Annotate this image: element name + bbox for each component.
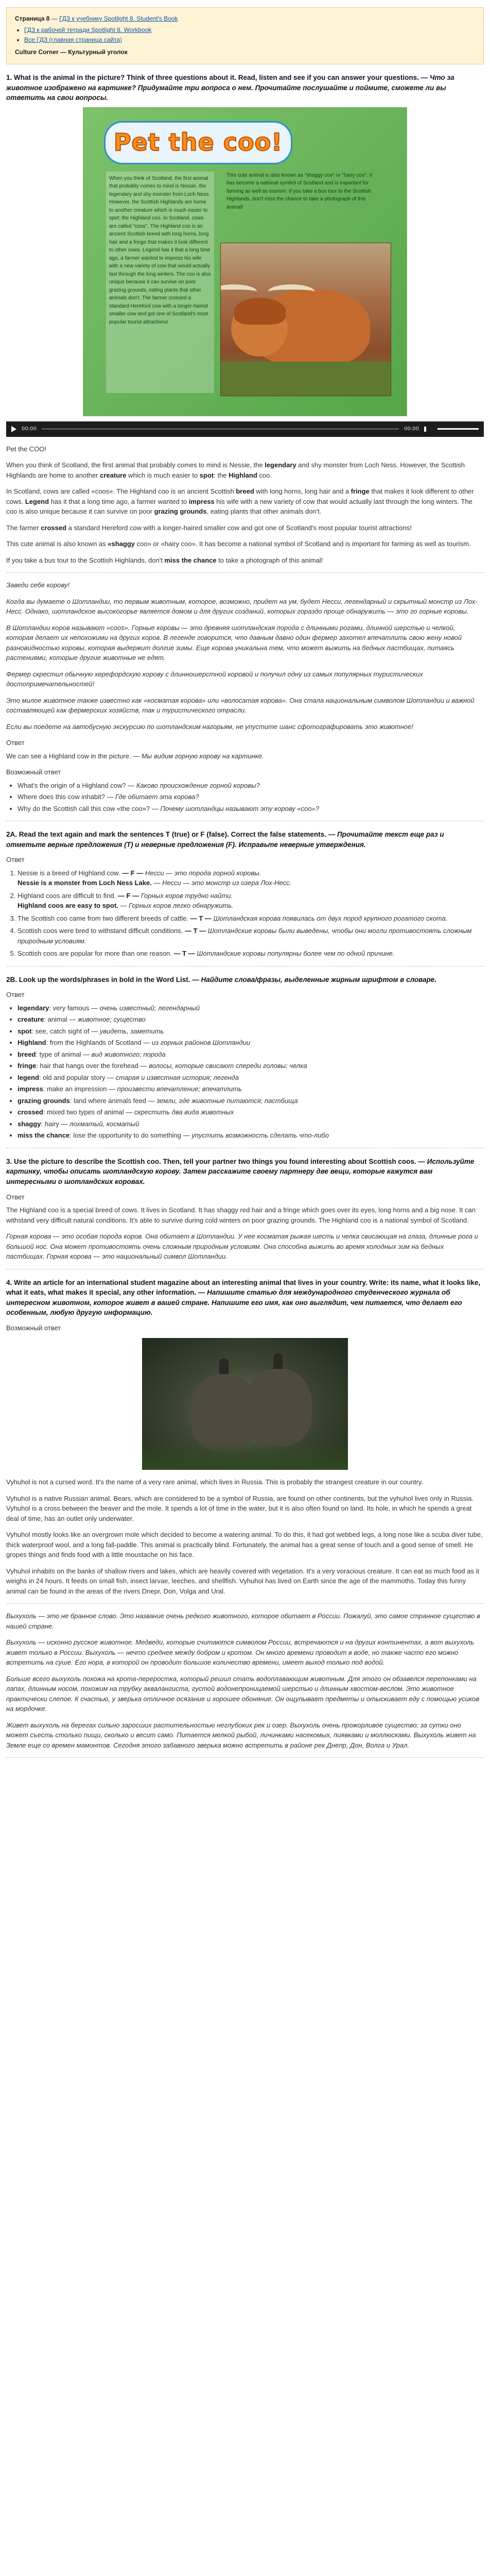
text-en-p1: When you think of Scotland, the first animal that probably comes to mind is Nessie, the legendary and shy monster from Loch Ness. However, the Scottish Highlands are home to another creature which is much easier to spot: the Highland coo. xyxy=(6,461,465,479)
nav-link-item xyxy=(24,25,475,35)
text-en-p2: In Scotland, cows are called «coos». The Highland coo is an ancient Scottish breed with long horns, long hair and a fringe that makes it look different to other cows. Legend has it that a long time ago, a farmer wanted to impress his wife with a new variety of cow that would actually last through the long winters. The coo is also unique because it can survive on poor grazing grounds, eating plants that other animals don't. xyxy=(6,487,474,516)
kw-creature: creature xyxy=(100,471,127,479)
cow-horn-left xyxy=(220,284,257,299)
list-item: • crossed: mixed two types of animal — скрестить два вида животных xyxy=(18,1107,484,1117)
grass xyxy=(221,362,391,396)
list-item: • grazing grounds: land where animals feed — земли, где животные питаются; пастбища xyxy=(18,1096,484,1106)
vyhuhol-body xyxy=(245,1369,312,1446)
task4-heading: 4. Write an article for an international student magazine about an interesting animal that lives in your country. Write: its name, what it looks like, what it eats, what makes it special, any other information. — Напишите статью для международного студенческого журнала об интересном животном, которое живет в вашей стране. Напишите его имя, как оно выглядит, чем питается, что делает его особенным, любую другую информацию. xyxy=(6,1278,481,1317)
task3-label: Ответ xyxy=(6,1193,25,1201)
kw-miss-the-chance: miss the chance xyxy=(164,556,217,564)
kw-crossed: crossed xyxy=(41,523,67,532)
list-item: • Where does this cow inhabit? — Где обитает эта корова? xyxy=(18,792,484,802)
kw-fringe: fringe xyxy=(351,487,370,496)
nav-section: Culture Corner — Культурный уголок xyxy=(15,48,128,56)
task4-ru-p1: Выхухоль — это не бранное слово. Это название очень редкого животного, которое обитает в России. Пожалуй, это самое странное существо в нашей стране. xyxy=(6,1612,480,1630)
kw-impress: impress xyxy=(188,497,215,505)
list-item: • Why do the Scottish call this cow «the coo»? — Почему шотландцы называют эту корову «coo»? xyxy=(18,804,484,814)
divider xyxy=(6,1757,484,1758)
task2a-heading: 2A. Read the text again and mark the sentences T (true) or F (false). Correct the false statements. — Прочитайте текст еще раз и отметьте верные предложения (T) и неверные предложения (F). Исправьте неверные утверждения. xyxy=(6,831,444,849)
text-ru-title: Заведи себе корову! xyxy=(6,581,69,589)
play-icon[interactable] xyxy=(11,426,16,432)
answer1-questions xyxy=(6,781,484,814)
nav-link-home[interactable]: Все ГДЗ (главная страница сайта) xyxy=(24,36,122,43)
list-item: 1. Nessie is a breed of Highland cow. — F — Несси — это порода горной коровы. Nessie is a monster from Loch Ness Lake. — Несси — это монстр из озера Лох-Несс. xyxy=(18,868,484,888)
kw-breed: breed xyxy=(236,487,254,496)
audio-player xyxy=(6,421,484,437)
textbook-right-column: This cute animal is also known as "shaggy coo" or "hairy coo". It has become a national symbol of Scotland and is important for farming as well as tourism. If you take a bus tour to the Scottish Highlands, don't miss the chance to take a photograph of this animal! xyxy=(226,172,373,210)
audio-current-time: 00:00 xyxy=(22,426,37,432)
list-item: • legend: old and popular story — старая и известная история; легенда xyxy=(18,1073,484,1083)
nav-box xyxy=(6,7,484,64)
answer1-label2: Возможный ответ xyxy=(6,768,61,776)
cow-horn-right xyxy=(268,284,314,299)
nav-page-link[interactable]: ГДЗ к учебнику Spotlight 8. Student's Book xyxy=(59,15,178,22)
kw-grazing-grounds: grazing grounds xyxy=(154,507,207,516)
task4-label: Возможный ответ xyxy=(6,1324,61,1332)
divider xyxy=(6,1603,484,1604)
nav-page-row: Страница 8 — ГДЗ к учебнику Spotlight 8. Student's Book xyxy=(15,15,178,22)
list-item: • fringe: hair that hangs over the forehead — волосы, которые свисают спереди головы; челка xyxy=(18,1061,484,1071)
kw-highland: Highland xyxy=(229,471,257,479)
kw-legendary: legendary xyxy=(265,461,296,469)
task4-en-p4: Vyhuhol inhabits on the banks of shallow rivers and lakes, which are heavily covered with vegetation. It's a very voracious creature. It can eat as much food as it weighs in 24 hours. It feeds on small fish, insect larvae, leeches, and shellfish. Vyhuhol has lived on Earth since the age of the mammoths. Today this funny animal can be found in the areas of the rivers Dnepr, Don, Volga and Ural. xyxy=(6,1567,479,1595)
text-ru-p2: В Шотландии коров называют «coos». Горные коровы — это древняя шотландская порода с длинными рогами, длинной шерстью и челкой, которая делает их непохожими на других коров. В легенде говорится, что давным давно один фермер захотел впечатлить свою жену новой разновидностью коровы, которая выдержит долгие зимы. Еще корова уникальна тем, что может выжить на бедных пастбищах, питаясь растениями, которые другие животные не едят. xyxy=(6,623,462,662)
volume-slider[interactable] xyxy=(437,428,479,430)
list-item: • legendary: very famous — очень известный; легендарный xyxy=(18,1003,484,1013)
list-item: • What's the origin of a Highland cow? — Каково происхождение горной коровы? xyxy=(18,781,484,791)
list-item: 5. Scottish coos are popular for more than one reason. — T — Шотландские коровы популярны более чем по одной причине. xyxy=(18,948,484,959)
task4-en-p1: Vyhuhol is not a cursed word. It's the name of a very rare animal, which lives in Russia. This is probably the strangest creature in our country. xyxy=(6,1478,424,1486)
textbook-banner xyxy=(104,121,292,164)
list-item: • spot: see, catch sight of — увидеть, заметить xyxy=(18,1026,484,1037)
text-en-title: Pet the COO! xyxy=(6,445,47,453)
list-item: 2. Highland coos are difficult to find. — F — Горных коров трудно найти. Highland coos are easy to spot. — Горных коров легко обнаружить. xyxy=(18,891,484,911)
list-item: 3. The Scottish coo came from two different breeds of cattle. — T — Шотландская корова появилась от двух пород крупного рогатого скота. xyxy=(18,913,484,924)
task4-ru-p3: Больше всего выхухоль похожа на крота-переростка, который решил стать водоплавающим животным. Для этого он обзавелся перепонками на лапах, длинным носом, похожим на трубку аквалангиста, густой водонепроницаемой шерстью и длинным хвостом-веслом. Это животное практически слепое. К счастью, у зверька отличное осязание и хорошее обоняние. Он ощупывает предметы и отыскивает еду с помощью усиков на мордочке. xyxy=(6,1674,480,1713)
nav-link-workbook[interactable]: ГДЗ к рабочей тетради Spotlight 8. Workbook xyxy=(24,26,152,33)
divider xyxy=(6,572,484,573)
task2b-heading: 2B. Look up the words/phrases in bold in the Word List. — Найдите слова/фразы, выделенные жирным шрифтом в словаре. xyxy=(6,975,437,984)
list-item: • Highland: from the Highlands of Scotland — из горных районов Шотландии xyxy=(18,1038,484,1048)
task2a-label: Ответ xyxy=(6,856,25,864)
task3-answer-ru: Горная корова — это особая порода коров. Она обитает в Шотландии. У нее косматая рыжая шесть и челка свисающая на глаза, длинные рога и большой нос. Она может противостоять очень сложным природным условиям. Она способна выжить во время холодных зим на бедных пастбищах. Горная корова — это национальный символ Шотландии. xyxy=(6,1232,478,1261)
kw-shaggy: «shaggy xyxy=(108,540,135,548)
task2b-label: Ответ xyxy=(6,991,25,999)
text-en-p3: The farmer crossed a standard Hereford cow with a longer-haired smaller cow and got one of Scotland's most popular tourist attractions! xyxy=(6,523,412,532)
nav-link-item xyxy=(24,35,475,44)
list-item: • creature: animal — животное; существо xyxy=(18,1014,484,1025)
text-en-p5: If you take a bus tour to the Scottish Highlands, don't miss the chance to take a photograph of this animal! xyxy=(6,556,323,564)
list-item: 4. Scottish coos were bred to withstand difficult conditions. — T — Шотландские коровы были выведены, чтобы они могли противостоять сложным природным условиям. xyxy=(18,926,484,946)
task4-ru-p2: Выхухоль — исконно русское животное. Медведи, которые считаются символом России, встречаются и на других континентах, а вот выхухоль живет только в России. Выхухоль — нечто среднее между бобром и кротом. Он много времени проводит в воде, но также часто его можно встретить на суше. Его нора, в которой он проводит большое количество времени, имеет выход только под водой. xyxy=(6,1638,475,1667)
list-item: • breed: type of animal — вид животного; порода xyxy=(18,1049,484,1060)
text-ru-p3: Фермер скрестил обычную херефордскую корову с длинношерстной коровой и получил одну из самых популярных туристических достопримечательностей! xyxy=(6,670,423,688)
answer1-label: Ответ xyxy=(6,739,25,747)
textbook-banner-title: Pet the coo! xyxy=(113,128,283,157)
kw-spot: spot xyxy=(199,471,214,479)
textbook-image xyxy=(83,107,407,416)
list-item: • shaggy: hairy — лохматый, косматый xyxy=(18,1119,484,1129)
textbook-left-column: When you think of Scotland, the first animal that probably comes to mind is Nessie, the legendary and shy monster from Loch Ness. However, the Scottish Highlands are home to another creature which is much easier to spot: the Highland coo. In Scotland, cows are called "coos". The Highland coo is an ancient Scottish breed with long horns, long hair and a fringe that makes it look different to other cows. Legend has it that a long time ago, a farmer wanted to impress his wife with a new variety of cow that would actually last through the long winters. The coo is also unique because it can survive on poor grazing grounds, eating plants that other animals don't. The farmer crossed a standard Hereford cow with a longer-haired smaller cow and got one of Scotland's most popular tourist attractions! xyxy=(106,172,214,393)
list-item: • miss the chance: lose the opportunity to do something — упустить возможность сделать что-либо xyxy=(18,1130,484,1141)
task4-en-p2: Vyhuhol is a native Russian animal. Bears, which are considered to be a symbol of Russia, are found on other continents, but the vyhuhol lives only in Russia. Vyhuhol is a cross between the beaver and the mole. It spends a lot of time in the water, but it is also often found on land. Its hole, in which he spends a great deal of time, has an outlet only underwater. xyxy=(6,1494,474,1522)
kw-legend: Legend xyxy=(25,497,49,505)
audio-progress-bar[interactable] xyxy=(42,428,399,430)
fern-leaves xyxy=(142,1439,348,1470)
task4-ru-p4: Живет выхухоль на берегах сильно заросших растительностью неглубоких рек и озер. Выхухоль очень прожорливое существо; за сутки оно может съесть столько пищи, сколько и весит само. Питается мелкой рыбой, личинками насекомых, пиявками и моллюсками. Выхухоль живет на Земле еще со времен мамонтов. Сегодня этого забавного зверька можно встретить в районе рек Днепр, Дон, Волга и Урал. xyxy=(6,1721,476,1749)
volume-icon[interactable] xyxy=(424,427,432,432)
text-en-p4: This cute animal is also known as «shaggy coo» or «hairy coo». It has become a national symbol of Scotland and is important for farming as well as tourism. xyxy=(6,540,471,548)
text-ru-p5: Если вы поедете на автобусную экскурсию по шотландским нагорьям, не упустите шанс сфотографировать это животное! xyxy=(6,722,413,731)
audio-duration: 00:00 xyxy=(404,426,419,432)
highland-cow-photo xyxy=(220,243,391,396)
nav-links xyxy=(24,25,475,44)
task3-answer-en: The Highland coo is a special breed of cows. It lives in Scotland. It has shaggy red hair and a fringe which goes over its eyes, long horns and a big nose. It can withstand very difficult natural conditions. It's able to survive during cold winters on poor grazing grounds. The Highland coo is a national symbol of Scotland. xyxy=(6,1206,476,1224)
answer1-text: We can see a Highland cow in the picture. — Мы видим горную корову на картинке. xyxy=(6,752,264,760)
task1-heading-ru: — Что за животное изображено на картинке? Придумайте три вопроса о нем. Прочитайте послушайте и поймите, сможете ли вы ответить на свои вопросы. xyxy=(6,74,454,102)
task2a-list xyxy=(6,868,484,959)
task3-heading: 3. Use the picture to describe the Scottish coo. Then, tell your partner two things you found interesting about Scottish coos. — Используйте картинку, чтобы описать шотландскую корову. Затем расскажите своему партнеру две вещи, которые кажутся вам интересными о шотландских коровах. xyxy=(6,1157,475,1185)
cow-fringe xyxy=(234,298,286,325)
divider xyxy=(6,966,484,967)
text-ru-p1: Когда вы думаете о Шотландии, то первым животным, которое, возможно, придет на ум, будет Несси, легендарный и скрытный монстр из Лох-Несс. Однако, шотландское высокогорье является домом и для других созданий, которых гораздо проще обнаружить — это го горные коровы. xyxy=(6,597,478,616)
task1-heading xyxy=(6,73,484,103)
nav-page-label: Страница 8 xyxy=(15,15,50,22)
word-list xyxy=(6,1003,484,1141)
task4-en-p3: Vyhuhol mostly looks like an overgrown mole which decided to become a watering animal. To do this, it had got webbed legs, a long nose like a scuba diver tube, thick waterproof wool, and a long fall-paddle. This animal is practically blind. Fortunately, the animal has a great sense of touch and a good sense of smell. He gropes things and finds food with a little moustache on his face. xyxy=(6,1531,483,1559)
list-item: • impress: make an impression — произвести впечатление; впечатлить xyxy=(18,1084,484,1094)
text-ru-p4: Это милое животное также известно как «косматая корова» или «волосатая корова». Она стала национальным символом Шотландии и важной составляющей как фермерских хозяйств, так и туристического отрасли. xyxy=(6,696,475,715)
vyhuhol-photo xyxy=(142,1338,348,1470)
task1-heading-en: 1. What is the animal in the picture? Think of three questions about it. Read, listen and see if you can answer your questions. xyxy=(6,74,419,81)
